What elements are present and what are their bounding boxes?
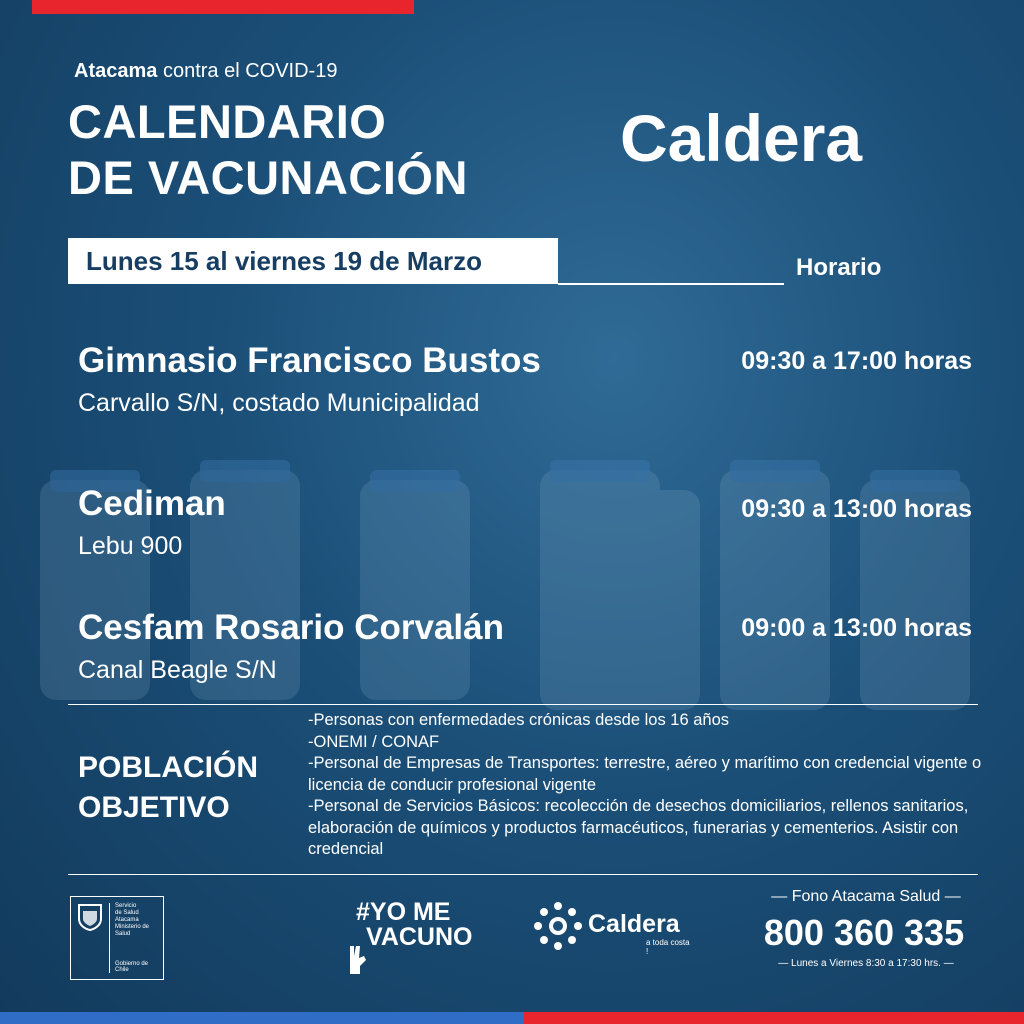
list-item: -Personal de Empresas de Transportes: terrestre, aéreo y marítimo con credencial vigente o licencia de conducir profesional vigente bbox=[308, 754, 982, 794]
schedule-column-label: Horario bbox=[796, 254, 882, 281]
top-accent-bar bbox=[32, 0, 414, 14]
campaign-subtitle: Atacama contra el COVID-19 bbox=[74, 60, 338, 82]
site-name: Cesfam Rosario Corvalán bbox=[78, 608, 504, 647]
site-address: Canal Beagle S/N bbox=[78, 656, 277, 684]
shield-icon bbox=[77, 903, 103, 931]
page-title: CALENDARIO DE VACUNACIÓN bbox=[68, 95, 468, 204]
bottom-accent-bar-red bbox=[524, 1012, 1024, 1024]
site-name: Cediman bbox=[78, 484, 226, 523]
bottom-accent-bar-blue bbox=[0, 1012, 524, 1024]
section-divider bbox=[68, 704, 978, 705]
site-cediman bbox=[78, 483, 226, 563]
municipality-logo bbox=[532, 900, 692, 956]
site-hours: 09:30 a 17:00 horas bbox=[741, 347, 972, 375]
target-population-title: POBLACIÓN OBJETIVO bbox=[78, 751, 258, 824]
list-item: -ONEMI / CONAF bbox=[308, 732, 440, 751]
site-gimnasio bbox=[78, 340, 541, 420]
municipality-tagline: a toda costa ! bbox=[646, 938, 690, 956]
target-population-list bbox=[308, 710, 988, 861]
footer-divider bbox=[68, 874, 978, 875]
logo-footer-text: Gobierno de Chile bbox=[115, 961, 149, 973]
site-hours: 09:30 a 13:00 horas bbox=[741, 495, 972, 523]
city-name: Caldera bbox=[620, 101, 863, 175]
health-service-logo bbox=[70, 896, 164, 980]
site-address: Carvallo S/N, costado Municipalidad bbox=[78, 389, 480, 417]
date-range-banner: Lunes 15 al viernes 19 de Marzo bbox=[68, 238, 558, 284]
hand-icon bbox=[346, 942, 370, 976]
site-name: Gimnasio Francisco Bustos bbox=[78, 341, 541, 380]
campaign-logo: #YO ME VACUNO bbox=[356, 898, 473, 951]
logo-divider bbox=[109, 903, 110, 973]
phone-label: — Fono Atacama Salud — bbox=[771, 888, 961, 905]
municipality-name: Caldera bbox=[588, 910, 680, 938]
date-underline bbox=[558, 283, 784, 285]
site-cesfam bbox=[78, 607, 504, 687]
phone-hours: — Lunes a Viernes 8:30 a 17:30 hrs. — bbox=[778, 958, 954, 969]
phone-number: 800 360 335 bbox=[763, 912, 965, 953]
site-address: Lebu 900 bbox=[78, 532, 183, 560]
list-item: -Personas con enfermedades crónicas desde los 16 años bbox=[308, 711, 729, 729]
list-item: -Personal de Servicios Básicos: recolección de desechos domiciliarios, rellenos sanitarios, elaboración de químicos y productos farmacéuticos, funerarias y cementerios. Asistir con credencial bbox=[308, 797, 969, 858]
logo-text: Servicio de Salud Atacama Ministerio de Salud bbox=[115, 903, 150, 937]
sun-icon bbox=[532, 900, 584, 952]
site-hours: 09:00 a 13:00 horas bbox=[741, 614, 972, 642]
